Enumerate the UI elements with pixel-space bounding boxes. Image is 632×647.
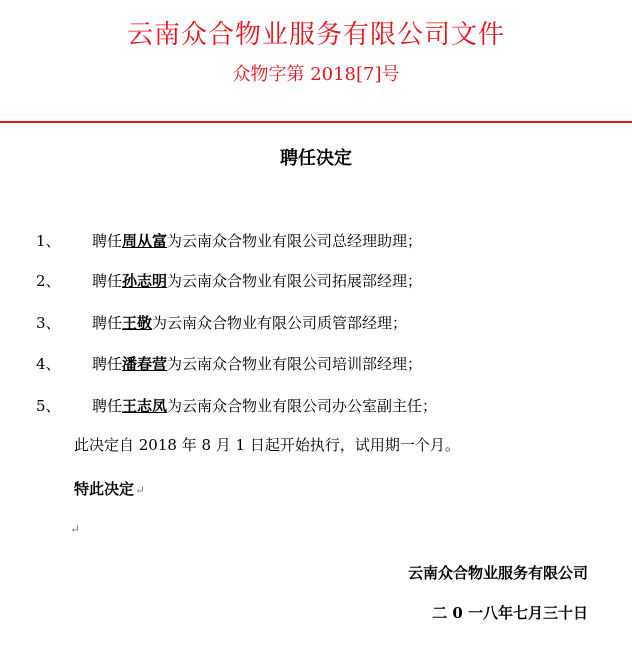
item-prefix: 聘任 — [92, 397, 123, 415]
document-number: 众物字第 2018[7]号 — [232, 64, 400, 85]
appointment-item-2 — [36, 269, 422, 293]
item-suffix: 为云南众合物业有限公司拓展部经理； — [167, 272, 423, 290]
signature-company: 云南众合物业服务有限公司 — [407, 564, 588, 582]
appointment-item-3 — [36, 311, 407, 335]
appointment-item-5 — [36, 394, 437, 418]
appointee-name: 孙志明 — [122, 272, 168, 290]
item-suffix: 为云南众合物业有限公司总经理助理； — [167, 232, 423, 250]
item-number: 5、 — [36, 397, 61, 415]
item-suffix: 为云南众合物业有限公司办公室副主任； — [167, 397, 438, 415]
appointee-name: 王敬 — [122, 314, 153, 332]
decision-title: 聘任决定 — [280, 148, 352, 169]
item-number: 4、 — [36, 355, 61, 373]
effective-date-note: 此决定自 2018 年 8 月 1 日起开始执行，试用期一个月。 — [74, 436, 460, 454]
item-number: 1、 — [36, 232, 61, 250]
item-number: 3、 — [36, 314, 61, 332]
item-number: 2、 — [36, 272, 61, 290]
item-prefix: 聘任 — [92, 272, 123, 290]
item-prefix: 聘任 — [92, 355, 123, 373]
item-suffix: 为云南众合物业有限公司培训部经理； — [167, 355, 423, 373]
appointment-item-4 — [36, 352, 422, 376]
item-prefix: 聘任 — [92, 314, 123, 332]
red-divider-line — [0, 121, 632, 123]
appointee-name: 王志凤 — [122, 397, 168, 415]
empty-paragraph-mark-icon: ↵ — [70, 522, 81, 536]
document-header-title: 云南众合物业服务有限公司文件 — [126, 20, 505, 50]
item-prefix: 聘任 — [92, 232, 123, 250]
signature-date: 二 0 一八年七月三十日 — [432, 604, 588, 622]
appointee-name: 周从富 — [122, 232, 168, 250]
item-suffix: 为云南众合物业有限公司质管部经理； — [152, 314, 408, 332]
paragraph-mark-icon: ↵ — [135, 483, 146, 497]
closing-text: 特此决定 — [74, 480, 135, 498]
closing-statement — [74, 478, 145, 499]
appointee-name: 潘春营 — [122, 355, 168, 373]
appointment-item-1 — [36, 229, 422, 253]
